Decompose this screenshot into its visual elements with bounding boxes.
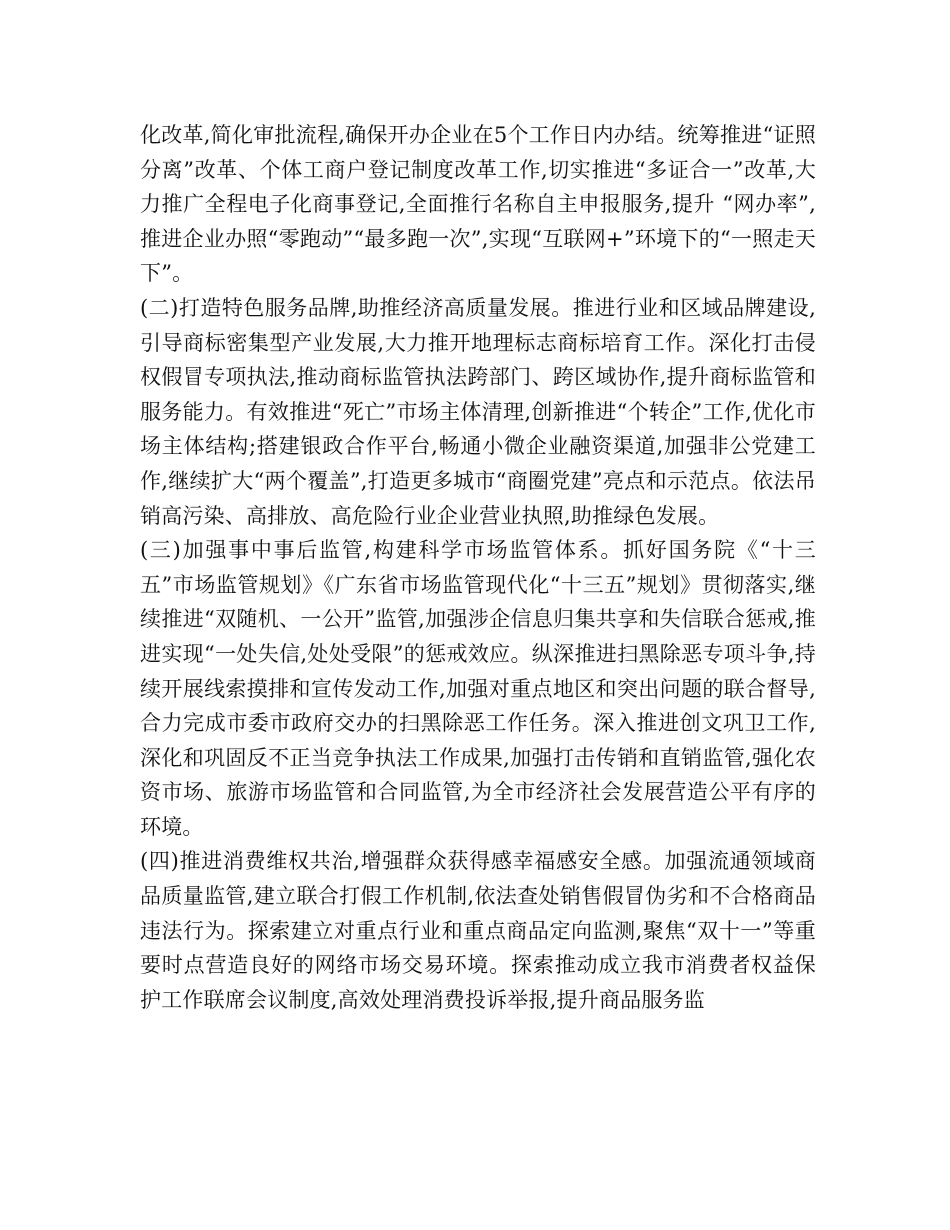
paragraph-continuation-reform: 化改革,简化审批流程,确保开办企业在5个工作日内办结。统筹推进“证照分离”改革、个体工商户登记制度改革工作,切实推进“多证合一”改革,大力推广全程电子化商事登记,全面推行名称自主申报服务,提升 “网办率”,推进企业办照“零跑动”“最多跑一次”,实现“互联网+”环境下的“一照走天下”。 xyxy=(140,123,816,286)
document-body xyxy=(140,118,816,1017)
paragraph-section-2-brand: (二)打造特色服务品牌,助推经济高质量发展。推进行业和区域品牌建设,引导商标密集型产业发展,大力推开地理标志商标培育工作。深化打击侵权假冒专项执法,推动商标监管执法跨部门、跨区域协作,提升商标监管和服务能力。有效推进“死亡”市场主体清理,创新推进“个转企”工作,优化市场主体结构;搭建银政合作平台,畅通小微企业融资渠道,加强非公党建工作,继续扩大“两个覆盖”,打造更多城市“商圈党建”亮点和示范点。依法吊销高污染、高排放、高危险行业企业营业执照,助推绿色发展。 xyxy=(140,295,816,528)
paragraph-section-3-supervision: (三)加强事中事后监管,构建科学市场监管体系。抓好国务院《“十三五”市场监管规划》《广东省市场监管现代化“十三五”规划》贯彻落实,继续推进“双随机、一公开”监管,加强涉企信息归集共享和失信联合惩戒,推进实现“一处失信,处处受限”的惩戒效应。纵深推进扫黑除恶专项斗争,持续开展线索摸排和宣传发动工作,加强对重点地区和突出问题的联合督导,合力完成市委市政府交办的扫黑除恶工作任务。深入推进创文巩卫工作,深化和巩固反不正当竞争执法工作成果,加强打击传销和直销监管,强化农资市场、旅游市场监管和合同监管,为全市经济社会发展营造公平有序的环境。 xyxy=(140,538,816,839)
paragraph-section-4-consumer-rights: (四)推进消费维权共治,增强群众获得感幸福感安全感。加强流通领域商品质量监管,建立联合打假工作机制,依法查处销售假冒伪劣和不合格商品违法行为。探索建立对重点行业和重点商品定向监测,聚焦“双十一”等重要时点营造良好的网络市场交易环境。探索推动成立我市消费者权益保护工作联席会议制度,高效处理消费投诉举报,提升商品服务监 xyxy=(140,849,816,1012)
